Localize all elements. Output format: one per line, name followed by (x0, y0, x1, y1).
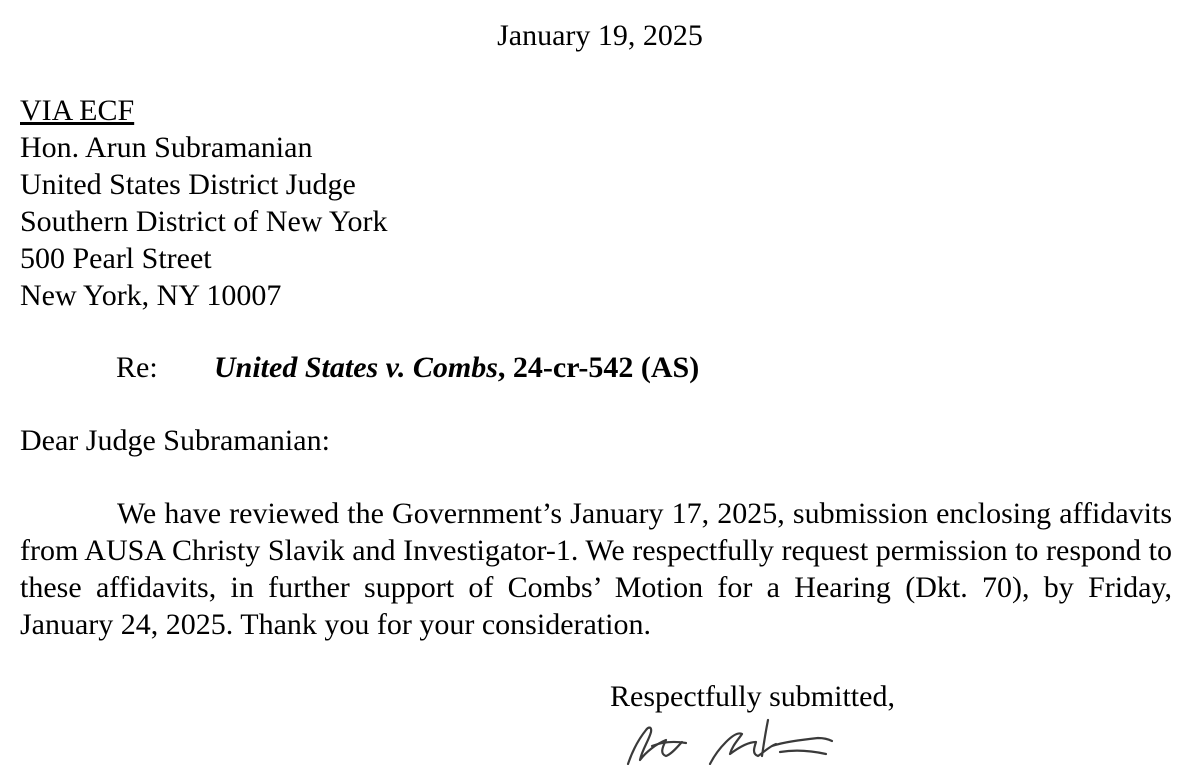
re-line (116, 349, 699, 386)
signature-stroke-3 (710, 733, 776, 764)
body-paragraph (20, 495, 1172, 643)
recipient-street: 500 Pearl Street (20, 242, 212, 275)
re-label: Re: (116, 351, 158, 384)
body-paragraph-text: We have reviewed the Government’s January 17, 2025, submission enclosing affidavits from AUSA Christy Slavik and Investigator-1. We respectfully request permission to respond to these affidavits, in further support of Combs’ Motion for a Hearing (Dkt. 70), by Friday, January 24, 2025. Thank you for your consideration. (20, 497, 1172, 641)
re-case-reference (214, 351, 699, 384)
signature-image (622, 716, 842, 765)
recipient-title: United States District Judge (20, 168, 356, 201)
closing: Respectfully submitted, (610, 680, 895, 713)
recipient-court: Southern District of New York (20, 205, 388, 238)
recipient-city-state-zip: New York, NY 10007 (20, 279, 282, 312)
re-case-number: , 24-cr-542 (AS) (497, 351, 700, 384)
recipient-address-block (20, 92, 388, 314)
signature-stroke-5 (772, 738, 832, 746)
recipient-name: Hon. Arun Subramanian (20, 131, 313, 164)
delivery-method: VIA ECF (20, 94, 135, 127)
signature-stroke-6 (780, 751, 826, 754)
salutation: Dear Judge Subramanian: (20, 424, 330, 457)
re-case-name: United States v. Combs (214, 351, 498, 384)
letter-date: January 19, 2025 (497, 19, 703, 52)
